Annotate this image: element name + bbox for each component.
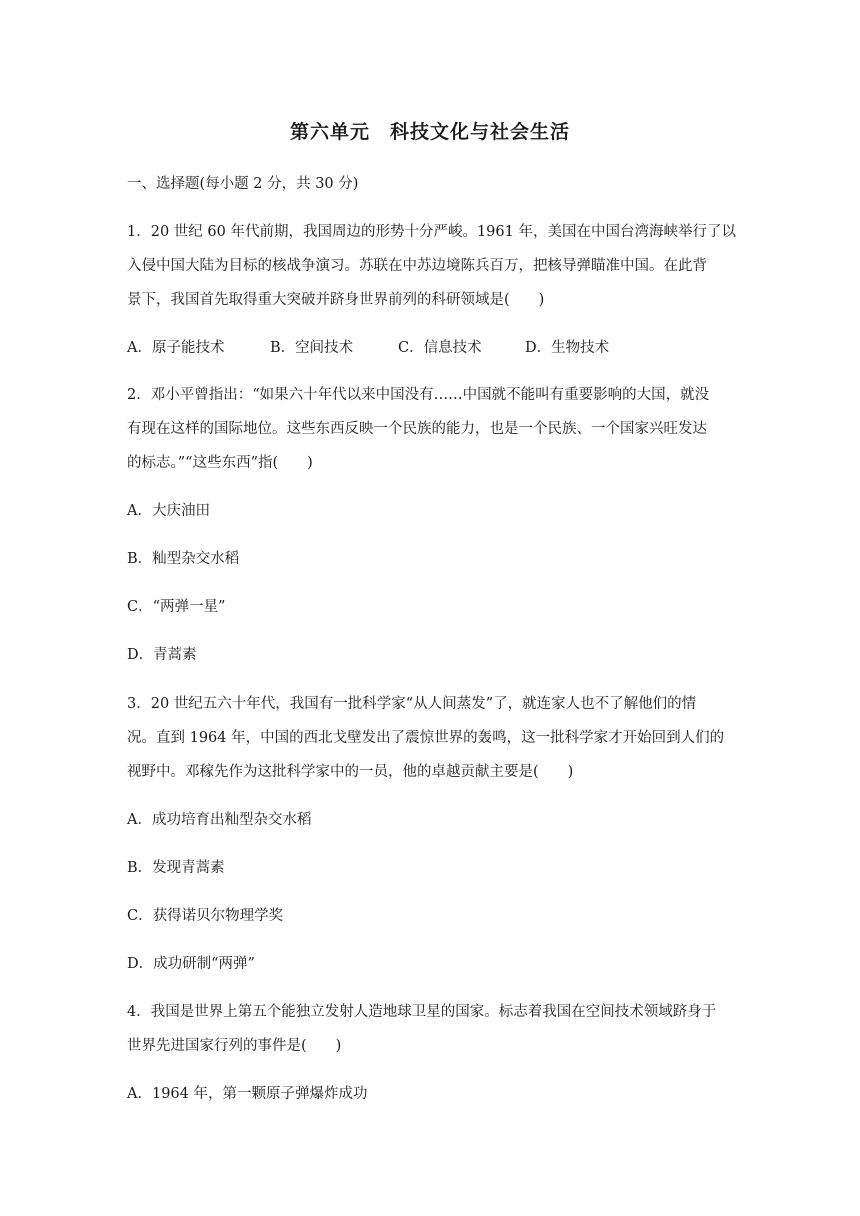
question-1-option-b: B．空间技术	[270, 340, 354, 356]
question-1-line-2: 入侵中国大陆为目标的核战争演习。苏联在中苏边境陈兵百万，把核导弹瞄准中国。在此背	[127, 258, 707, 274]
question-1-option-d: D．生物技术	[525, 340, 610, 356]
question-2-option-d: D．青蒿素	[127, 647, 197, 663]
section-heading: 一、选择题(每小题 2 分，共 30 分)	[127, 176, 359, 192]
question-2-line-1: 2．邓小平曾指出：“如果六十年代以来中国没有……中国就不能叫有重要影响的大国，就没	[127, 387, 710, 403]
question-2-option-c: C．“两弹一星”	[127, 599, 226, 615]
question-1-line-1: 1．20 世纪 60 年代前期，我国周边的形势十分严峻。1961 年，美国在中国台湾海峡举行了以	[127, 224, 736, 240]
question-1-line-3: 景下，我国首先取得重大突破并跻身世界前列的科研领域是( )	[127, 292, 545, 308]
question-3-line-3: 视野中。邓稼先作为这批科学家中的一员，他的卓越贡献主要是( )	[127, 764, 574, 780]
question-4-option-a: A．1964 年，第一颗原子弹爆炸成功	[127, 1086, 368, 1102]
question-3-option-a: A．成功培育出籼型杂交水稻	[127, 812, 312, 828]
question-2-option-b: B．籼型杂交水稻	[127, 551, 240, 567]
question-3-option-b: B．发现青蒿素	[127, 860, 225, 876]
question-1-option-c: C．信息技术	[398, 340, 482, 356]
question-2-line-3: 的标志。”“这些东西”指( )	[127, 455, 313, 471]
question-1-option-a: A．原子能技术	[127, 340, 225, 356]
question-2-line-2: 有现在这样的国际地位。这些东西反映一个民族的能力，也是一个民族、一个国家兴旺发达	[127, 421, 707, 437]
question-3-option-d: D．成功研制“两弹”	[127, 956, 255, 972]
question-4-line-1: 4．我国是世界上第五个能独立发射人造地球卫星的国家。标志着我国在空间技术领域跻身于	[127, 1004, 717, 1020]
question-2-option-a: A．大庆油田	[127, 503, 210, 519]
page-title: 第六单元 科技文化与社会生活	[289, 121, 570, 143]
question-3-line-1: 3．20 世纪五六十年代，我国有一批科学家“从人间蒸发”了，就连家人也不了解他们的情	[127, 696, 697, 712]
question-3-option-c: C．获得诺贝尔物理学奖	[127, 908, 284, 924]
question-3-line-2: 况。直到 1964 年，中国的西北戈壁发出了震惊世界的轰鸣，这一批科学家才开始回到人们的	[127, 730, 725, 746]
question-4-line-2: 世界先进国家行列的事件是( )	[127, 1038, 342, 1054]
